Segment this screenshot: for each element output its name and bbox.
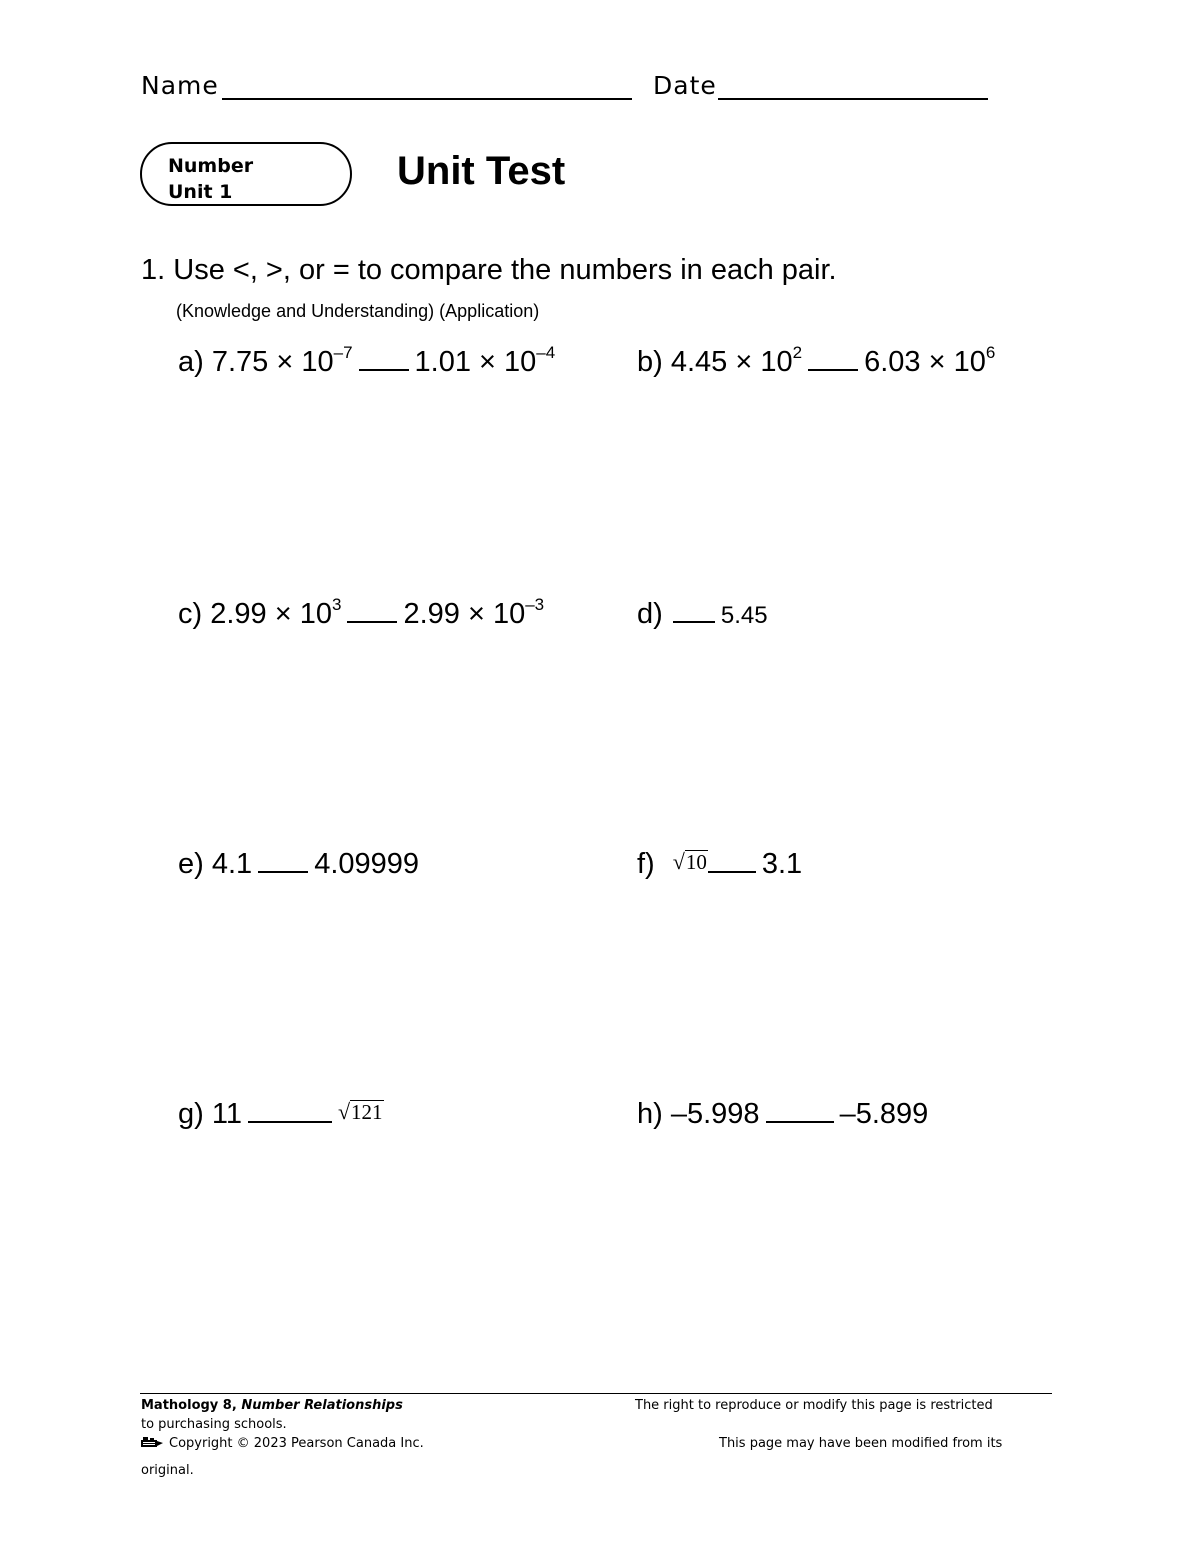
item-right-value: –5.899: [839, 1098, 929, 1130]
unit-badge-strand: Number: [168, 155, 254, 177]
item-right-value: 5.45: [720, 602, 768, 629]
item-left-value: $7.75 \times 10^{-7}$: [211, 343, 353, 378]
name-field-line[interactable]: [222, 98, 632, 100]
item-left-value: 11: [211, 1098, 242, 1130]
item-right-value: 3.1: [761, 848, 803, 880]
item-right-value: $1.01 \times 10^{-4}$: [414, 343, 556, 378]
radical-icon: √: [672, 849, 685, 874]
answer-blank[interactable]: [347, 599, 397, 623]
footer-rights-line1: The right to reproduce or modify this page is restricted: [635, 1398, 993, 1413]
item-label: a): [178, 346, 204, 378]
item-a: [178, 343, 556, 379]
date-field-line[interactable]: [718, 98, 988, 100]
publisher-logo-icon: [141, 1437, 163, 1448]
footer-modified-line1: This page may have been modified from its: [719, 1436, 1003, 1451]
question-categories: (Knowledge and Understanding) (Application): [176, 301, 540, 321]
item-label: h): [637, 1098, 663, 1130]
answer-blank[interactable]: [808, 347, 858, 371]
answer-blank[interactable]: [359, 347, 409, 371]
footer-book-title: Number Relationships: [241, 1398, 403, 1413]
item-left-value: –5.998: [670, 1098, 760, 1130]
radicand: 121: [351, 1100, 383, 1124]
item-label: b): [637, 346, 663, 378]
item-label: c): [178, 598, 203, 630]
item-left-value: $4.45 \times 10^2$: [670, 343, 803, 378]
answer-blank[interactable]: [673, 599, 715, 623]
answer-blank[interactable]: [248, 1099, 332, 1123]
item-f: [637, 848, 802, 881]
answer-blank[interactable]: [766, 1099, 834, 1123]
question-text: Use <, >, or = to compare the numbers in each pair.: [173, 254, 837, 286]
item-label: d): [637, 598, 663, 630]
item-e: [178, 848, 419, 881]
item-label: e): [178, 848, 204, 880]
answer-blank[interactable]: [708, 849, 756, 873]
square-root: [338, 1099, 384, 1125]
name-label: Name: [141, 71, 219, 100]
footer-rights-line2: to purchasing schools.: [141, 1417, 287, 1432]
footer-book: Mathology 8, Number Relationships: [141, 1398, 403, 1413]
page-title: Unit Test: [397, 149, 566, 193]
question-number: 1.: [141, 254, 166, 286]
item-left-value: $2.99 \times 10^3$: [210, 595, 342, 630]
item-label: f): [637, 848, 655, 880]
item-right-value: $6.03 \times 10^6$: [864, 343, 996, 378]
unit-badge: [140, 142, 352, 206]
item-left-value: 4.1: [211, 848, 253, 880]
item-h: [637, 1098, 928, 1131]
item-label: g): [178, 1098, 204, 1130]
unit-badge-unit: Unit 1: [168, 181, 233, 203]
question-1: [141, 254, 837, 287]
item-c: [178, 595, 545, 631]
square-root: [673, 849, 708, 875]
radical-icon: √: [337, 1099, 351, 1124]
answer-blank[interactable]: [258, 849, 308, 873]
item-d: [637, 598, 768, 631]
footer-copyright: Copyright © 2023 Pearson Canada Inc.: [141, 1436, 424, 1451]
item-right-value: $2.99 \times 10^{-3}$: [403, 595, 545, 630]
radicand: 10: [685, 850, 707, 874]
date-label: Date: [653, 71, 717, 100]
item-right-value: 4.09999: [314, 848, 420, 880]
footer-divider: [140, 1393, 1052, 1394]
item-b: [637, 343, 996, 379]
item-g: [178, 1098, 384, 1131]
footer-modified-line2: original.: [141, 1463, 194, 1478]
